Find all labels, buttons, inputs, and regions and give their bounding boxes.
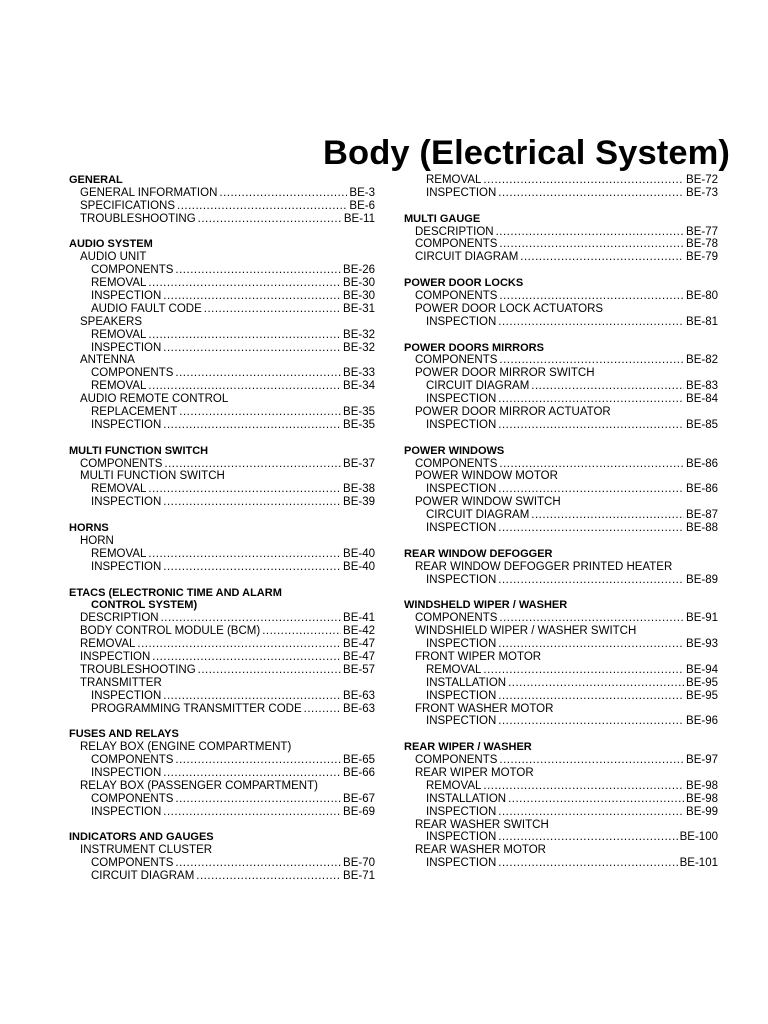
dot-leader	[499, 238, 684, 251]
section-heading: ETACS (ELECTRONIC TIME AND ALARM	[69, 586, 282, 599]
toc-entry-label: CIRCUIT DIAGRAM	[91, 870, 195, 883]
toc-entry-label: INSPECTION	[91, 496, 162, 509]
toc-entry[interactable]	[69, 290, 375, 303]
dot-leader	[499, 354, 684, 367]
toc-right-column	[404, 174, 718, 870]
toc-entry-label: COMPONENTS	[91, 857, 174, 870]
dot-leader	[498, 574, 684, 587]
dot-leader	[175, 793, 341, 806]
dot-leader	[496, 226, 684, 239]
dot-leader	[498, 316, 684, 329]
toc-entry[interactable]	[69, 806, 375, 819]
subsection-label: RELAY BOX (ENGINE COMPARTMENT)	[80, 741, 292, 754]
toc-entry-label: INSPECTION	[426, 393, 497, 406]
dot-leader	[204, 303, 341, 316]
toc-entry-label: COMPONENTS	[80, 457, 163, 470]
toc-entry[interactable]	[69, 406, 375, 419]
dot-leader	[304, 703, 341, 716]
toc-entry[interactable]	[404, 715, 718, 728]
subsection-label: INSTRUMENT CLUSTER	[80, 844, 213, 857]
dot-leader	[198, 664, 341, 677]
toc-entry-label: INSPECTION	[426, 857, 497, 870]
toc-entry-page: BE-3	[349, 186, 375, 199]
toc-entry[interactable]	[404, 380, 718, 393]
toc-entry[interactable]	[69, 561, 375, 574]
toc-entry-page: BE-96	[686, 715, 718, 728]
toc-entry-label: INSPECTION	[426, 418, 497, 431]
dot-leader	[198, 213, 342, 226]
toc-entry-page: BE-35	[343, 406, 375, 419]
toc-entry[interactable]	[69, 548, 375, 561]
toc-entry-page: BE-70	[343, 857, 375, 870]
toc-left-column	[69, 174, 375, 883]
toc-entry[interactable]	[404, 522, 718, 535]
dot-leader	[483, 174, 684, 187]
toc-entry[interactable]	[404, 664, 718, 677]
dot-leader	[175, 857, 341, 870]
section-gap	[69, 432, 375, 445]
dot-leader	[483, 780, 684, 793]
toc-entry-page: BE-66	[343, 766, 375, 779]
toc-entry[interactable]	[69, 303, 375, 316]
section-gap	[404, 728, 718, 741]
toc-entry[interactable]	[69, 857, 375, 870]
dot-leader	[175, 754, 341, 767]
section-gap	[69, 819, 375, 832]
section-heading: REAR WIPER / WASHER	[404, 741, 532, 754]
subsection-label: POWER DOOR LOCK ACTUATORS	[415, 302, 604, 315]
dot-leader	[163, 690, 341, 703]
section-heading: HORNS	[69, 522, 109, 535]
dot-leader	[498, 715, 684, 728]
dot-leader	[163, 767, 341, 780]
toc-entry[interactable]	[69, 419, 375, 432]
dot-leader	[163, 806, 341, 819]
toc-entry[interactable]	[69, 187, 375, 200]
dot-leader	[531, 509, 684, 522]
toc-entry-label: TROUBLESHOOTING	[80, 663, 196, 676]
toc-entry[interactable]	[69, 664, 375, 677]
subsection-label: FRONT WASHER MOTOR	[415, 702, 554, 715]
toc-entry-label: INSPECTION	[91, 418, 162, 431]
toc-entry-label: COMPONENTS	[415, 612, 498, 625]
subsection-label: WINDSHIELD WIPER / WASHER SWITCH	[415, 625, 637, 638]
toc-entry[interactable]	[404, 290, 718, 303]
toc-entry-page: BE-41	[343, 612, 375, 625]
section-heading: WINDSHELD WIPER / WASHER	[404, 599, 568, 612]
toc-entry-page: BE-99	[686, 805, 718, 818]
toc-entry[interactable]	[404, 509, 718, 522]
dot-leader	[175, 264, 341, 277]
toc-entry-label: TROUBLESHOOTING	[80, 212, 196, 225]
toc-entry[interactable]	[404, 238, 718, 251]
toc-entry-page: BE-83	[686, 380, 718, 393]
dot-leader	[262, 625, 341, 638]
toc-entry-label: COMPONENTS	[415, 290, 498, 303]
toc-entry[interactable]	[404, 857, 718, 870]
toc-entry-label: COMPONENTS	[91, 792, 174, 805]
toc-entry[interactable]	[404, 226, 718, 239]
toc-entry-page: BE-69	[343, 805, 375, 818]
toc-entry-page: BE-67	[343, 792, 375, 805]
toc-entry-label: INSPECTION	[91, 560, 162, 573]
toc-entry-label: CIRCUIT DIAGRAM	[426, 380, 530, 393]
toc-entry-page: BE-37	[343, 457, 375, 470]
toc-entry-page: BE-87	[686, 509, 718, 522]
toc-entry[interactable]	[69, 200, 375, 213]
toc-entry-label: SPECIFICATIONS	[80, 199, 175, 212]
toc-entry-page: BE-84	[686, 393, 718, 406]
toc-entry-page: BE-33	[343, 367, 375, 380]
toc-entry-page: BE-101	[679, 857, 718, 870]
section-heading: CONTROL SYSTEM)	[91, 599, 198, 612]
toc-entry-page: BE-79	[686, 251, 718, 264]
section-heading: GENERAL	[69, 174, 123, 186]
toc-entry-label: COMPONENTS	[415, 457, 498, 470]
dot-leader	[196, 870, 341, 883]
toc-entry[interactable]	[69, 625, 375, 638]
toc-entry-page: BE-93	[686, 638, 718, 651]
toc-entry-label: GENERAL INFORMATION	[80, 186, 218, 199]
toc-entry-label: COMPONENTS	[91, 367, 174, 380]
toc-entry-label: INSTALLATION	[426, 676, 507, 689]
toc-entry-label: INSPECTION	[91, 766, 162, 779]
toc-entry[interactable]	[69, 703, 375, 716]
toc-entry[interactable]	[69, 367, 375, 380]
section-heading: POWER WINDOWS	[404, 444, 505, 457]
section-gap	[404, 587, 718, 600]
toc-entry[interactable]	[404, 780, 718, 793]
subsection-label: TRANSMITTER	[80, 676, 162, 689]
dot-leader	[499, 754, 684, 767]
toc-entry-page: BE-97	[686, 754, 718, 767]
dot-leader	[498, 831, 677, 844]
dot-leader	[163, 419, 341, 432]
toc-entry-page: BE-94	[686, 663, 718, 676]
section-heading: REAR WINDOW DEFOGGER	[404, 547, 553, 560]
dot-leader	[498, 483, 684, 496]
toc-entry-label: INSPECTION	[91, 341, 162, 354]
toc-entry-page: BE-100	[679, 831, 718, 844]
toc-entry-page: BE-86	[686, 457, 718, 470]
subsection-label: POWER DOOR MIRROR SWITCH	[415, 367, 595, 380]
toc-entry[interactable]	[404, 638, 718, 651]
toc-entry[interactable]	[404, 754, 718, 767]
dot-leader	[148, 277, 341, 290]
toc-entry-page: BE-32	[343, 328, 375, 341]
toc-entry-label: REMOVAL	[426, 174, 482, 186]
toc-entry-page: BE-98	[686, 779, 718, 792]
toc-entry-label: CIRCUIT DIAGRAM	[426, 509, 530, 522]
toc-entry-label: REMOVAL	[91, 328, 147, 341]
toc-entry-label: REMOVAL	[426, 663, 482, 676]
toc-entry-label: COMPONENTS	[415, 354, 498, 367]
dot-leader	[164, 458, 341, 471]
toc-entry-label: COMPONENTS	[415, 754, 498, 767]
toc-entry[interactable]	[69, 380, 375, 393]
toc-entry-page: BE-30	[343, 277, 375, 290]
section-gap	[69, 574, 375, 587]
toc-entry-page: BE-42	[343, 625, 375, 638]
toc-entry[interactable]	[69, 638, 375, 651]
dot-leader	[498, 187, 684, 200]
dot-leader	[498, 857, 677, 870]
toc-entry[interactable]	[404, 316, 718, 329]
toc-entry-page: BE-11	[343, 212, 375, 225]
dot-leader	[148, 548, 341, 561]
dot-leader	[175, 367, 341, 380]
toc-entry-label: REMOVAL	[91, 380, 147, 393]
toc-entry-label: REMOVAL	[80, 638, 136, 651]
section-gap	[69, 509, 375, 522]
subsection-label: POWER WINDOW SWITCH	[415, 496, 561, 509]
toc-entry-page: BE-47	[343, 638, 375, 651]
toc-entry[interactable]	[404, 174, 718, 187]
toc-entry[interactable]	[69, 277, 375, 290]
toc-entry[interactable]	[404, 677, 718, 690]
toc-entry-page: BE-89	[686, 573, 718, 586]
dot-leader	[148, 380, 341, 393]
dot-leader	[163, 290, 341, 303]
dot-leader	[499, 612, 684, 625]
toc-entry-page: BE-95	[686, 676, 718, 689]
toc-entry[interactable]	[69, 690, 375, 703]
toc-entry-label: REMOVAL	[91, 483, 147, 496]
toc-entry[interactable]	[69, 483, 375, 496]
toc-entry-label: INSPECTION	[91, 805, 162, 818]
section-heading: POWER DOORS MIRRORS	[404, 341, 544, 354]
toc-entry[interactable]	[404, 354, 718, 367]
toc-entry[interactable]	[69, 793, 375, 806]
subsection-label: SPEAKERS	[80, 315, 142, 328]
section-gap	[404, 432, 718, 445]
toc-entry[interactable]	[404, 574, 718, 587]
toc-entry[interactable]	[404, 187, 718, 200]
dot-leader	[148, 329, 341, 342]
section-heading: FUSES AND RELAYS	[69, 728, 179, 741]
toc-entry-page: BE-35	[343, 418, 375, 431]
dot-leader	[499, 290, 684, 303]
toc-entry-label: INSPECTION	[91, 290, 162, 303]
dot-leader	[531, 380, 684, 393]
dot-leader	[163, 496, 341, 509]
toc-entry-label: INSPECTION	[426, 689, 497, 702]
toc-entry-page: BE-63	[343, 702, 375, 715]
toc-entry-label: REMOVAL	[91, 277, 147, 290]
toc-entry-label: INSTALLATION	[426, 792, 507, 805]
dot-leader	[179, 406, 341, 419]
dot-leader	[520, 251, 684, 264]
section-gap	[404, 264, 718, 277]
dot-leader	[137, 638, 341, 651]
toc-entry[interactable]	[404, 458, 718, 471]
toc-entry-page: BE-31	[343, 302, 375, 315]
toc-entry-label: REPLACEMENT	[91, 406, 178, 419]
toc-entry-label: INSPECTION	[426, 831, 497, 844]
toc-entry[interactable]	[404, 831, 718, 844]
dot-leader	[498, 806, 684, 819]
toc-entry-page: BE-65	[343, 754, 375, 767]
dot-leader	[163, 561, 341, 574]
dot-leader	[148, 483, 341, 496]
toc-entry-label: INSPECTION	[426, 186, 497, 199]
toc-entry[interactable]	[69, 612, 375, 625]
toc-entry-page: BE-72	[686, 174, 718, 186]
toc-entry[interactable]	[69, 213, 375, 226]
toc-entry-label: REMOVAL	[91, 547, 147, 560]
toc-entry-page: BE-80	[686, 290, 718, 303]
toc-entry-page: BE-47	[343, 650, 375, 663]
toc-entry[interactable]	[69, 651, 375, 664]
toc-entry-page: BE-6	[349, 199, 375, 212]
toc-entry[interactable]	[69, 342, 375, 355]
toc-entry-page: BE-98	[686, 792, 718, 805]
dot-leader	[498, 522, 684, 535]
subsection-label: RELAY BOX (PASSENGER COMPARTMENT)	[80, 779, 318, 792]
dot-leader	[508, 677, 684, 690]
subsection-label: ANTENNA	[80, 354, 135, 367]
toc-entry-label: REMOVAL	[426, 779, 482, 792]
subsection-label: POWER WINDOW MOTOR	[415, 470, 558, 483]
toc-entry-label: COMPONENTS	[91, 264, 174, 277]
toc-entry-page: BE-30	[343, 290, 375, 303]
toc-entry-label: INSPECTION	[426, 573, 497, 586]
dot-leader	[498, 690, 684, 703]
toc-entry-page: BE-85	[686, 418, 718, 431]
toc-entry-page: BE-77	[686, 225, 718, 238]
toc-entry-page: BE-63	[343, 689, 375, 702]
section-heading: POWER DOOR LOCKS	[404, 277, 524, 290]
subsection-label: REAR WINDOW DEFOGGER PRINTED HEATER	[415, 560, 673, 573]
toc-entry-page: BE-95	[686, 689, 718, 702]
toc-entry[interactable]	[404, 393, 718, 406]
toc-entry-label: BODY CONTROL MODULE (BCM)	[80, 625, 261, 638]
toc-entry[interactable]	[69, 496, 375, 509]
toc-entry[interactable]	[404, 690, 718, 703]
toc-entry-page: BE-88	[686, 522, 718, 535]
toc-entry-label: PROGRAMMING TRANSMITTER CODE	[91, 702, 302, 715]
toc-entry-page: BE-40	[343, 547, 375, 560]
dot-leader	[498, 638, 684, 651]
toc-entry-label: INSPECTION	[426, 638, 497, 651]
dot-leader	[163, 342, 341, 355]
toc-entry-label: INSPECTION	[80, 650, 151, 663]
toc-entry[interactable]	[404, 612, 718, 625]
toc-entry-page: BE-38	[343, 483, 375, 496]
subsection-label: REAR WIPER MOTOR	[415, 766, 534, 779]
toc-entry-page: BE-26	[343, 264, 375, 277]
subsection-label: REAR WASHER MOTOR	[415, 844, 546, 857]
subsection-label: HORN	[80, 534, 114, 547]
toc-entry-page: BE-78	[686, 238, 718, 251]
dot-leader	[508, 793, 684, 806]
toc-entry[interactable]	[69, 870, 375, 883]
section-heading: MULTI FUNCTION SWITCH	[69, 444, 209, 457]
dot-leader	[152, 651, 341, 664]
toc-entry[interactable]	[69, 754, 375, 767]
section-gap	[404, 329, 718, 342]
toc-entry-label: INSPECTION	[426, 715, 497, 728]
toc-entry-page: BE-40	[343, 560, 375, 573]
toc-entry-page: BE-73	[686, 186, 718, 199]
section-gap	[69, 226, 375, 239]
toc-entry-label: AUDIO FAULT CODE	[91, 302, 202, 315]
section-gap	[404, 200, 718, 213]
page-title: Body (Electrical System)	[323, 134, 730, 172]
toc-entry-page: BE-86	[686, 483, 718, 496]
toc-entry-label: INSPECTION	[91, 689, 162, 702]
toc-entry[interactable]	[69, 329, 375, 342]
toc-entry-label: DESCRIPTION	[80, 612, 159, 625]
section-gap	[404, 535, 718, 548]
toc-entry-page: BE-57	[343, 663, 375, 676]
dot-leader	[483, 664, 684, 677]
toc-entry[interactable]	[69, 458, 375, 471]
toc-entry[interactable]	[69, 264, 375, 277]
toc-entry-label: COMPONENTS	[91, 754, 174, 767]
subsection-label: FRONT WIPER MOTOR	[415, 650, 542, 663]
dot-leader	[177, 200, 347, 213]
toc-entry-page: BE-81	[686, 315, 718, 328]
toc-entry-page: BE-39	[343, 496, 375, 509]
toc-entry[interactable]	[404, 419, 718, 432]
subsection-label: AUDIO REMOTE CONTROL	[80, 393, 229, 406]
dot-leader	[498, 419, 684, 432]
section-heading: AUDIO SYSTEM	[69, 238, 153, 251]
toc-entry[interactable]	[404, 793, 718, 806]
toc-entry-label: DESCRIPTION	[415, 225, 494, 238]
toc-entry-page: BE-82	[686, 354, 718, 367]
section-gap	[69, 715, 375, 728]
toc-entry-label: INSPECTION	[426, 315, 497, 328]
toc-entry[interactable]	[69, 767, 375, 780]
dot-leader	[219, 187, 347, 200]
subsection-label: AUDIO UNIT	[80, 251, 147, 264]
toc-entry-page: BE-71	[343, 870, 375, 883]
toc-entry[interactable]	[404, 483, 718, 496]
toc-entry-label: INSPECTION	[426, 522, 497, 535]
section-heading: MULTI GAUGE	[404, 212, 481, 225]
dot-leader	[499, 458, 684, 471]
toc-entry-label: INSPECTION	[426, 805, 497, 818]
toc-entry-label: COMPONENTS	[415, 238, 498, 251]
toc-entry[interactable]	[404, 806, 718, 819]
toc-entry-label: INSPECTION	[426, 483, 497, 496]
toc-entry-page: BE-34	[343, 380, 375, 393]
toc-entry[interactable]	[404, 251, 718, 264]
toc-entry-page: BE-91	[686, 612, 718, 625]
dot-leader	[498, 393, 684, 406]
subsection-label: MULTI FUNCTION SWITCH	[80, 470, 225, 483]
toc-entry-label: CIRCUIT DIAGRAM	[415, 251, 519, 264]
dot-leader	[161, 612, 341, 625]
toc-entry-page: BE-32	[343, 341, 375, 354]
section-heading: INDICATORS AND GAUGES	[69, 831, 214, 844]
subsection-label: POWER DOOR MIRROR ACTUATOR	[415, 406, 611, 419]
subsection-label: REAR WASHER SWITCH	[415, 818, 549, 831]
